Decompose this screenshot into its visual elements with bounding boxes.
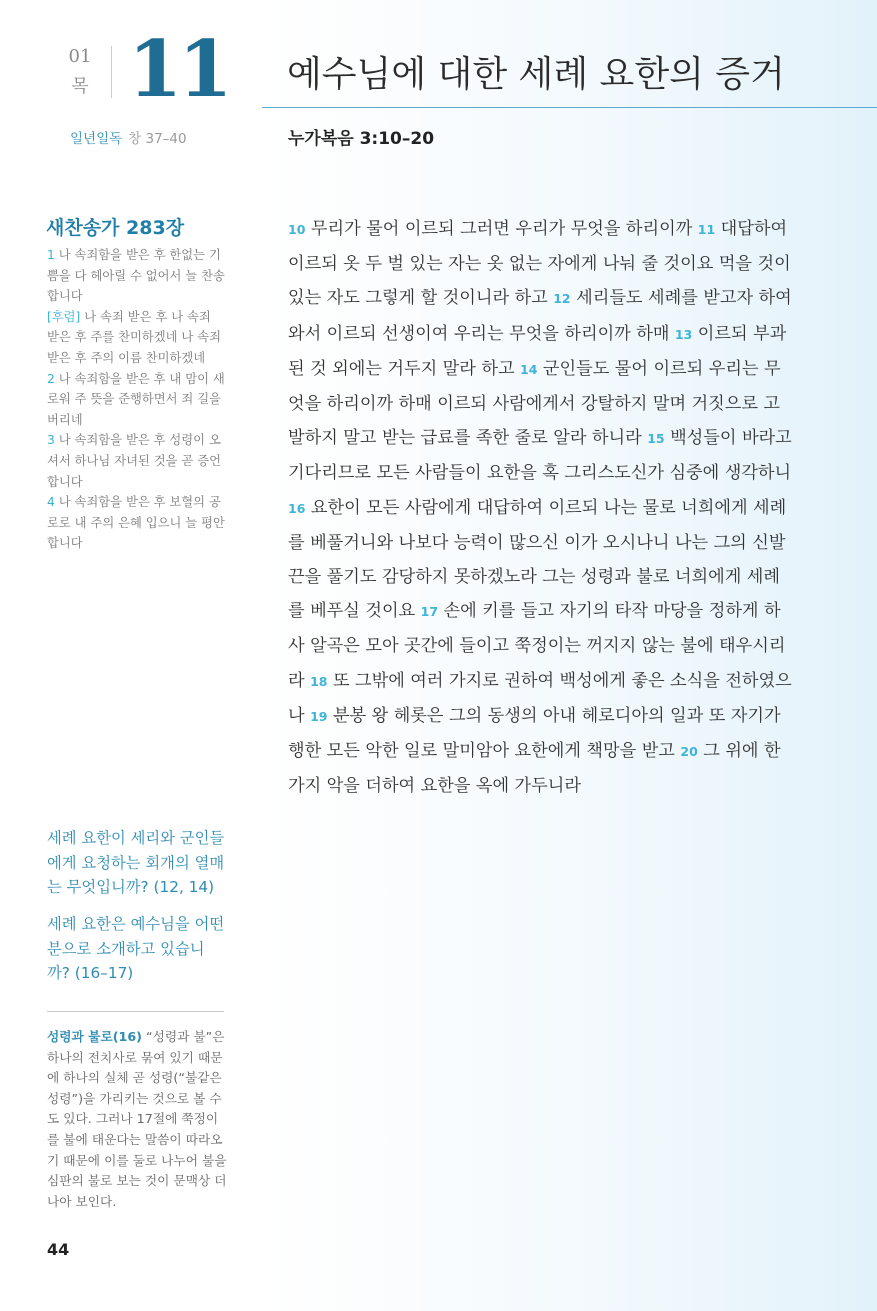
verse-text: 세리들도 세례를 받고자 하여 와서 이르되 선생이여 우리는 무엇을 하리이까 하매	[288, 288, 792, 344]
hymn-verse	[47, 492, 225, 554]
hymn-lyrics	[47, 245, 225, 554]
page-title: 예수님에 대한 세례 요한의 증거	[287, 54, 785, 95]
verse-number: 11	[697, 222, 716, 237]
study-question: 세례 요한이 세리와 군인들에게 요청하는 회개의 열매는 무엇입니까? (12, 14)	[47, 829, 225, 896]
passage-reference: 누가복음 3:10–20	[288, 129, 435, 149]
hymn-verse-number: 2	[47, 371, 55, 386]
verse-number: 10	[288, 222, 306, 237]
verse-number: 13	[674, 326, 693, 342]
verse-number: 18	[310, 673, 328, 689]
verse-text: 군인들도 물어 이르되 우리는 무엇을 하리이까 하매 이르되 사람에게서 강탈하지 말며 거짓으로 고발하지 말고 받는 급료를 족한 줄로 알라 하니라	[288, 358, 781, 449]
hymn-title: 새찬송가 283장	[46, 217, 185, 239]
verse-number: 20	[680, 744, 698, 760]
verse-text: 또 그밖에 여러 가지로 권하여 백성에게 좋은 소식을 전하였으나	[288, 670, 792, 726]
date-divider	[111, 46, 112, 98]
weekday: 목	[71, 76, 89, 97]
commentary-text: “성령과 불”은 하나의 전치사로 묶여 있기 때문에 하나의 실체 곧 성령(“불같은 성령”)을 가리키는 것으로 볼 수도 있다. 그러나 17절에 쭉정이를 불에 태운다는 말씀이 따라오기 때문에 이를 둘로 나누어 불을 심판의 불로 보는 것이 문맥상 더 나아 보인다.	[47, 1029, 227, 1209]
hymn-chorus	[47, 307, 225, 369]
hymn-verse-text: 나 속죄함을 받은 후 한없는 기쁨을 다 헤아릴 수 없어서 늘 찬송합니다	[47, 248, 225, 304]
hymn-verse-text: 나 속죄함을 받은 후 성령이 오셔서 하나님 자녀된 것을 곧 증언합니다	[47, 433, 221, 489]
verse-text: 분봉 왕 헤롯은 그의 동생의 아내 헤로디아의 일과 또 자기가 행한 모든 악한 일로 말미암아 요한에게 책망을 받고	[288, 705, 781, 762]
yearly-reading-label: 일년일독	[70, 131, 123, 147]
verse-number: 12	[553, 291, 571, 307]
verse-text: 요한이 모든 사람에게 대답하여 이르되 나는 물로 너희에게 세례를 베풀거니와 나보다 능력이 많으신 이가 오시나니 나는 그의 신발끈을 풀기도 감당하지 못하겠노라 그는 성령과 불로 너희에게 세례를 베푸실 것이요	[288, 497, 787, 622]
hymn-verse-number: 3	[47, 433, 55, 448]
verse-number: 16	[288, 500, 306, 516]
hymn-verse-number: 1	[47, 248, 55, 262]
verse-text: 무리가 물어 이르되 그러면 우리가 무엇을 하리이까	[310, 219, 693, 239]
verse-text: 대답하여 이르되 옷 두 벌 있는 자는 옷 없는 자에게 나눠 줄 것이요 먹을 것이 있는 자도 그렇게 할 것이니라 하고	[288, 219, 791, 309]
title-underline	[262, 107, 877, 108]
commentary-note	[47, 1027, 227, 1212]
date-block	[68, 42, 92, 102]
scripture-text	[288, 212, 793, 803]
verse-number: 17	[420, 604, 439, 620]
study-question: 세례 요한은 예수님을 어떤 분으로 소개하고 있습니까? (16–17)	[47, 915, 225, 982]
verse-number: 19	[310, 708, 328, 724]
verse-number: 15	[647, 431, 665, 447]
verse-text: 이르되 부과된 것 외에는 거두지 말라 하고	[288, 323, 787, 379]
month-number: 01	[68, 46, 92, 67]
verse-text: 백성들이 바라고 기다리므로 모든 사람들이 요한을 혹 그리스도신가 심중에 생각하니	[288, 428, 792, 484]
verse-text: 그 위에 한 가지 악을 더하여 요한을 옥에 가두니라	[288, 741, 781, 797]
day-number: 11	[128, 24, 229, 115]
hymn-chorus-label: [후렴]	[47, 309, 81, 324]
verse-text: 손에 키를 들고 자기의 타작 마당을 정하게 하사 알곡은 모아 곳간에 들이고 쭉정이는 꺼지지 않는 불에 태우시리라	[288, 601, 786, 691]
hymn-verse-text: 나 속죄 받은 후 나 속죄 받은 후 주를 찬미하겠네 나 속죄 받은 후 주의 이름 찬미하겠네	[47, 309, 221, 365]
hymn-verse-text: 나 속죄함을 받은 후 내 맘이 새로워 주 뜻을 준행하면서 죄 길을 버리네	[47, 371, 225, 427]
hymn-verse	[47, 245, 225, 307]
yearly-reading-ref: 창 37–40	[128, 131, 187, 147]
yearly-reading	[70, 127, 187, 147]
hymn-verse	[47, 430, 225, 492]
hymn-verse	[47, 369, 225, 431]
commentary-heading: 성령과 불로(16)	[47, 1029, 142, 1044]
sidebar-divider	[47, 1011, 224, 1012]
verse-number: 14	[520, 361, 538, 377]
hymn-verse-number: 4	[47, 495, 55, 510]
page-number: 44	[47, 1240, 70, 1259]
hymn-verse-text: 나 속죄함을 받은 후 보혈의 공로로 내 주의 은혜 입으니 늘 평안합니다	[47, 495, 225, 551]
